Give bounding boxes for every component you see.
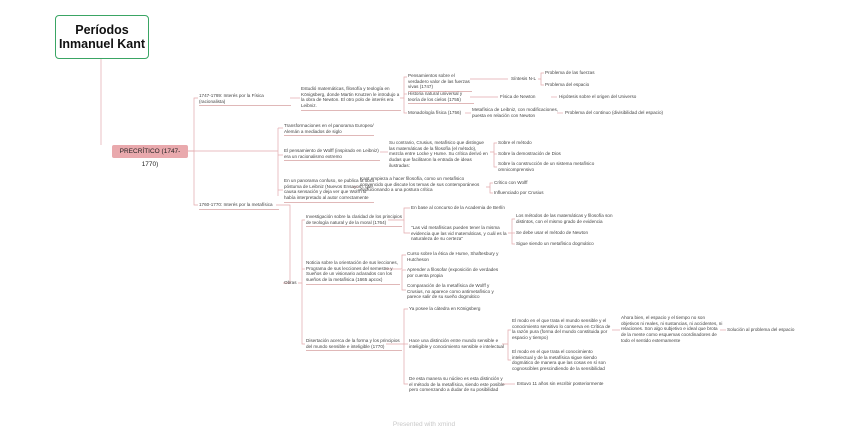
topic-transformaciones[interactable]: Transformaciones en el panorama Europeo/ Alemán a mediados de siglo	[284, 123, 374, 136]
topic-sigue-dogmatico[interactable]: Sigue siendo un metafísico dogmático	[516, 241, 594, 246]
topic-panorama[interactable]: En un panorama confuso, se publica la obra póstuma de Leibniz (Nuevos Ensayos), que causa sensación y deja ver que Wolff no había interpretado al autor correctamente	[284, 178, 374, 203]
topic-investigacion[interactable]: Investigación sobre la claridad de los principios de teología natural y de la moral (1764)	[306, 214, 402, 227]
topic-estuvo-11[interactable]: Estuvo 11 años sin escribir posteriormente	[517, 381, 604, 386]
topic-disertacion[interactable]: Disertación acerca de la forma y los principios del mundo sensible e inteligible (1770)	[306, 338, 402, 351]
topic-estudio[interactable]: Estudió matemáticas, filosofía y teología en Königsberg, donde Martin Knutzen le introdujo a la obra de Newton. El otro polo de interés era Leibniz.	[301, 86, 401, 111]
topic-pensamientos[interactable]: Pensamientos sobre el verdadero valor de las fuerzas vivas (1747)	[408, 73, 472, 92]
topic-kant-empieza[interactable]: Kant empieza a hacer filosofía, como un metafísico convencido que discute los temas de sus contemporáneos evolucionando a una postura crítica	[360, 176, 480, 193]
topic-aprender[interactable]: Aprender a filosofar (exposición de verdades por cuenta propia	[407, 267, 499, 278]
topic-problema-espacio[interactable]: Problema del espacio	[545, 82, 590, 87]
topic-construccion[interactable]: Sobre la construcción de un sistema metafísico omnicomprensivo	[498, 161, 595, 172]
topic-catedra[interactable]: Ya posee la cátedra en Königsberg	[409, 306, 481, 311]
topic-critico-wolff[interactable]: Crítico con Wolff	[494, 180, 528, 185]
footer-presented-with: Presented with xmind	[392, 421, 456, 428]
root-topic[interactable]	[55, 15, 149, 59]
topic-modo-intelectual[interactable]: El modo en el que trata el conocimiento intelectual y de la metafísica sigue siendo dogmático de manera que las cosas en sí son cognoscibles prescindiendo de la sensibilidad	[512, 349, 606, 372]
topic-modo-sensible[interactable]: El modo en el que trata el mundo sensible y el conocimiento sensitivo lo conserva en Crítica de la razón pura (forma del mundo constituida por espacio y tiempo)	[512, 318, 611, 341]
topic-sintesis[interactable]: Síntesis N-L	[511, 76, 537, 81]
topic-historia[interactable]: Historia natural universal y teoría de los cielos (1755)	[408, 91, 474, 104]
topic-obras[interactable]: Obras	[284, 280, 297, 285]
topic-crusius[interactable]: Su contrario, Crusius, metafísico que distingue las matemáticas de la filosofía (el método), mezcla entre Locke y Hume. Su crítica derivó en dudas que facilitaron la entrada de ideas ilustradas:	[389, 140, 488, 168]
topic-en-base[interactable]: En base al concurso de la Academia de Berlín	[411, 205, 505, 210]
topic-demostracion[interactable]: Sobre la demostración de Dios	[498, 151, 561, 156]
topic-influenciado[interactable]: Influenciado por Crusius	[494, 190, 544, 195]
topic-problema-fuerzas[interactable]: Problema de las fuerzas	[545, 70, 595, 75]
topic-monadologia[interactable]: Monadología física (1756)	[408, 110, 462, 115]
topic-ahora-bien[interactable]: Ahora bien, el espacio y el tiempo no son objetivos ni reales, ni sustancias, ni accidentes, ni relaciones. Son algo subjetivo e ideal que brota de la mente como esquemas coordinadores de todo el sentido externamente	[621, 315, 723, 343]
topic-distincion[interactable]: Hace una distinción entre mundo sensible e inteligible y conocimiento sensible e intelectual	[409, 338, 504, 349]
topic-noticia[interactable]: Noticia sobre la orientación de sus lecciones, Programa de sus lecciones del semestre y Sueños de un visionario aclarados con los sueños de la metafísica (1665 apcox)	[306, 260, 400, 285]
topic-solucion-espacio[interactable]: Solución al problema del espacio	[727, 327, 795, 332]
topic-de-esta-manera[interactable]: De esta manera su núcleo es esta distinción y el método de la metafísica, siendo este posible pero comenzando a dudar de su posibilidad	[409, 376, 505, 393]
topic-1760[interactable]: 1760-1770: Interés por la metafísica	[199, 202, 279, 210]
main-topic[interactable]: PRECRÍTICO (1747-1770)	[112, 145, 188, 158]
topic-1747[interactable]: 1747-1789: Interés por la Física (racionalista)	[199, 93, 291, 106]
topic-hipotesis[interactable]: Hipótesis sobre el origen del Universo	[559, 94, 637, 99]
root-title-line-1: Períodos	[75, 23, 129, 37]
topic-metafisica-leibniz[interactable]: Metafísica de Leibniz, con modificaciones, puesta en relación con Newton	[472, 107, 559, 118]
topic-seguir-newton[interactable]: Se debe usar el método de Newton	[516, 230, 589, 235]
topic-comparacion[interactable]: Comparación de la metafísica de Wolff y Crusius, no aparece como antimetafísico y parece salir de su sueño dogmático	[407, 283, 494, 300]
topic-los-metodos[interactable]: Los métodos de las matemáticas y filosofía son distintos, con el mismo grado de evidencia	[516, 213, 613, 224]
topic-las-vid[interactable]: "Las vid metafísicas pueden tener la misma evidencia que las vid matemáticas, y cuál es la naturaleza de su certeza"	[411, 225, 507, 242]
topic-wolff[interactable]: El pensamiento de Wolff (inspirado en Leibniz) era un racionalismo extremo	[284, 148, 380, 161]
topic-fisica-newton[interactable]: Física de Newton	[500, 94, 536, 99]
topic-curso[interactable]: Curso sobre la ética de Hume, Shaftesbury y Hutcheson	[407, 251, 499, 262]
topic-problema-continuo[interactable]: Problema del continuo (divisibilidad del espacio)	[565, 110, 664, 115]
topic-metodo[interactable]: Sobre el método	[498, 140, 532, 145]
root-title-line-2: Inmanuel Kant	[58, 37, 146, 51]
